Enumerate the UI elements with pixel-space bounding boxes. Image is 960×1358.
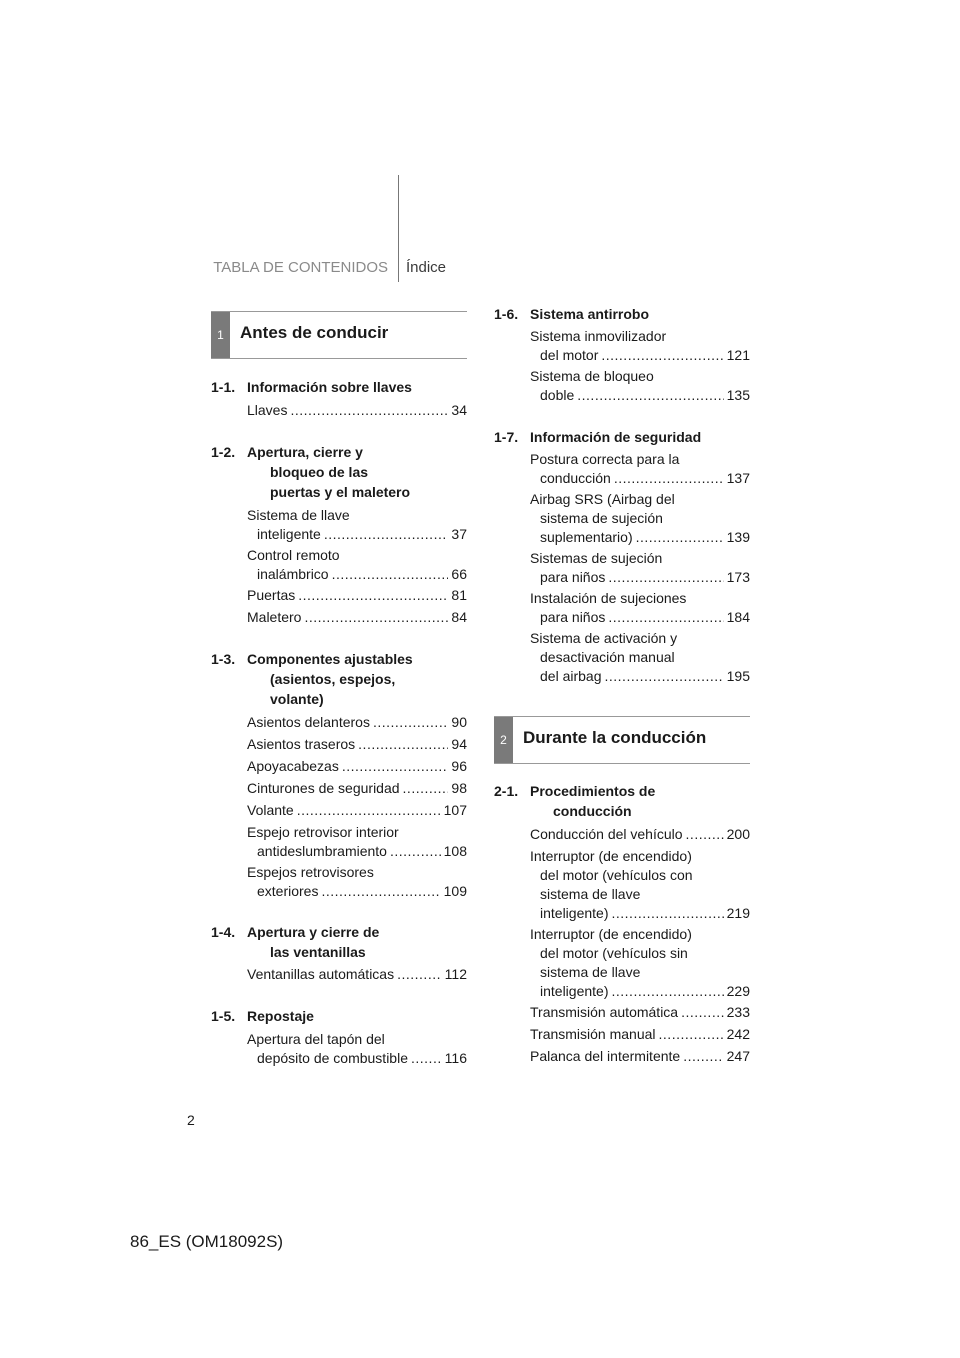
toc-entry[interactable]: Apoyacabezas ..... 96 (247, 757, 467, 776)
page-number: 112 (444, 966, 467, 982)
page-number: 37 (451, 526, 467, 542)
page-number: 121 (726, 347, 750, 363)
page-number: 233 (726, 1004, 750, 1020)
group-number: 1-7. (494, 429, 519, 445)
toc-entry[interactable]: Llaves ..... 34 (247, 401, 467, 420)
group-title: Procedimientos de conducción (530, 783, 656, 819)
nav-divider (398, 175, 399, 282)
toc-entry[interactable]: Volante ..... 107 (247, 801, 467, 820)
page-number: 200 (726, 826, 750, 842)
toc-entry[interactable]: Interruptor (de encendido) del motor (vehículos sin sistema de llave inteligente) ..... 229 (530, 925, 750, 1001)
toc-entry[interactable]: Puertas ..... 81 (247, 586, 467, 605)
page-number: 229 (726, 983, 750, 999)
page-number: 139 (726, 529, 750, 545)
page-number-footer: 2 (187, 1112, 195, 1128)
group-title: Sistema antirrobo (530, 306, 650, 322)
toc-entry[interactable]: Conducción del vehículo ..... 200 (530, 825, 750, 844)
toc-entry[interactable]: Sistemas de sujeción para niños ..... 173 (530, 549, 750, 587)
toc-entry[interactable]: Postura correcta para la conducción ..... 137 (530, 450, 750, 488)
group-number: 2-1. (494, 783, 519, 799)
page-number: 108 (443, 843, 467, 859)
toc-entry[interactable]: Sistema de bloqueo doble ..... 135 (530, 367, 750, 405)
page-number: 219 (726, 905, 750, 921)
page-number: 116 (444, 1050, 467, 1066)
toc-entry[interactable]: Interruptor (de encendido) del motor (vehículos con sistema de llave inteligente) ..... 219 (530, 847, 750, 923)
toc-entry[interactable]: Transmisión manual ..... 242 (530, 1025, 750, 1044)
page-number: 173 (726, 569, 750, 585)
section-title: Durante la conducción (523, 728, 707, 747)
page-number: 247 (726, 1048, 750, 1064)
section-number-tab: 1 (211, 312, 230, 358)
toc-entry[interactable]: Espejos retrovisores exteriores ..... 109 (247, 863, 467, 901)
toc-entry[interactable]: Asientos delanteros ..... 90 (247, 713, 467, 732)
group-number: 1-3. (211, 651, 236, 667)
group-number: 1-1. (211, 379, 236, 395)
toc-entry[interactable]: Apertura del tapón del depósito de combustible ..... 116 (247, 1030, 467, 1068)
page-number: 96 (451, 758, 467, 774)
page-number: 66 (451, 566, 467, 582)
group-title: Componentes ajustables (asientos, espejos, volante) (247, 651, 413, 707)
page-number: 94 (451, 736, 467, 752)
toc-link[interactable]: TABLA DE CONTENIDOS (213, 259, 388, 276)
group-number: 1-5. (211, 1008, 236, 1024)
toc-entry[interactable]: Maletero ..... 84 (247, 608, 467, 627)
toc-entry[interactable]: Instalación de sujeciones para niños ..... 184 (530, 589, 750, 627)
group-number: 1-4. (211, 924, 236, 940)
toc-entry[interactable]: Sistema de llave inteligente ..... 37 (247, 506, 467, 544)
page-number: 109 (443, 883, 467, 899)
group-title: Repostaje (247, 1008, 314, 1024)
group-number: 1-6. (494, 306, 519, 322)
toc-entry[interactable]: Asientos traseros ..... 94 (247, 735, 467, 754)
toc-entry[interactable]: Cinturones de seguridad ..... 98 (247, 779, 467, 798)
toc-entry[interactable]: Espejo retrovisor interior antideslumbramiento ..... 108 (247, 823, 467, 861)
group-number: 1-2. (211, 444, 236, 460)
section-title: Antes de conducir (240, 323, 389, 342)
group-title: Información sobre llaves (247, 379, 412, 395)
page-number: 84 (451, 609, 467, 625)
group-title: Información de seguridad (530, 429, 702, 445)
page-number: 195 (726, 668, 750, 684)
page-number: 98 (451, 780, 467, 796)
document-code: 86_ES (OM18092S) (130, 1232, 284, 1251)
page-number: 135 (726, 387, 750, 403)
toc-entry[interactable]: Control remoto inalámbrico ..... 66 (247, 546, 467, 584)
toc-entry[interactable]: Ventanillas automáticas ..... 112 (247, 965, 467, 984)
page-number: 81 (451, 587, 467, 603)
page-number: 90 (451, 714, 467, 730)
toc-entry[interactable]: Sistema inmovilizador del motor ..... 121 (530, 327, 750, 365)
section-header-2[interactable] (494, 716, 750, 764)
toc-entry[interactable]: Sistema de activación y desactivación manual del airbag ..... 195 (530, 629, 750, 686)
top-navigation (0, 175, 960, 285)
toc-entry[interactable]: Airbag SRS (Airbag del sistema de sujeción suplementario) ..... 139 (530, 490, 750, 547)
group-title: Apertura y cierre de las ventanillas (247, 924, 380, 960)
page-number: 242 (726, 1026, 750, 1042)
page-number: 137 (726, 470, 750, 486)
index-link[interactable]: Índice (406, 259, 447, 276)
group-title: Apertura, cierre y bloqueo de las puertas y el maletero (247, 444, 411, 500)
toc-entry[interactable]: Palanca del intermitente ..... 247 (530, 1047, 750, 1066)
section-header-1[interactable] (211, 311, 467, 359)
page-number: 34 (451, 402, 467, 418)
page-number: 107 (443, 802, 467, 818)
toc-entry[interactable]: Transmisión automática ..... 233 (530, 1003, 750, 1022)
section-number-tab: 2 (494, 717, 513, 763)
page-number: 184 (726, 609, 750, 625)
